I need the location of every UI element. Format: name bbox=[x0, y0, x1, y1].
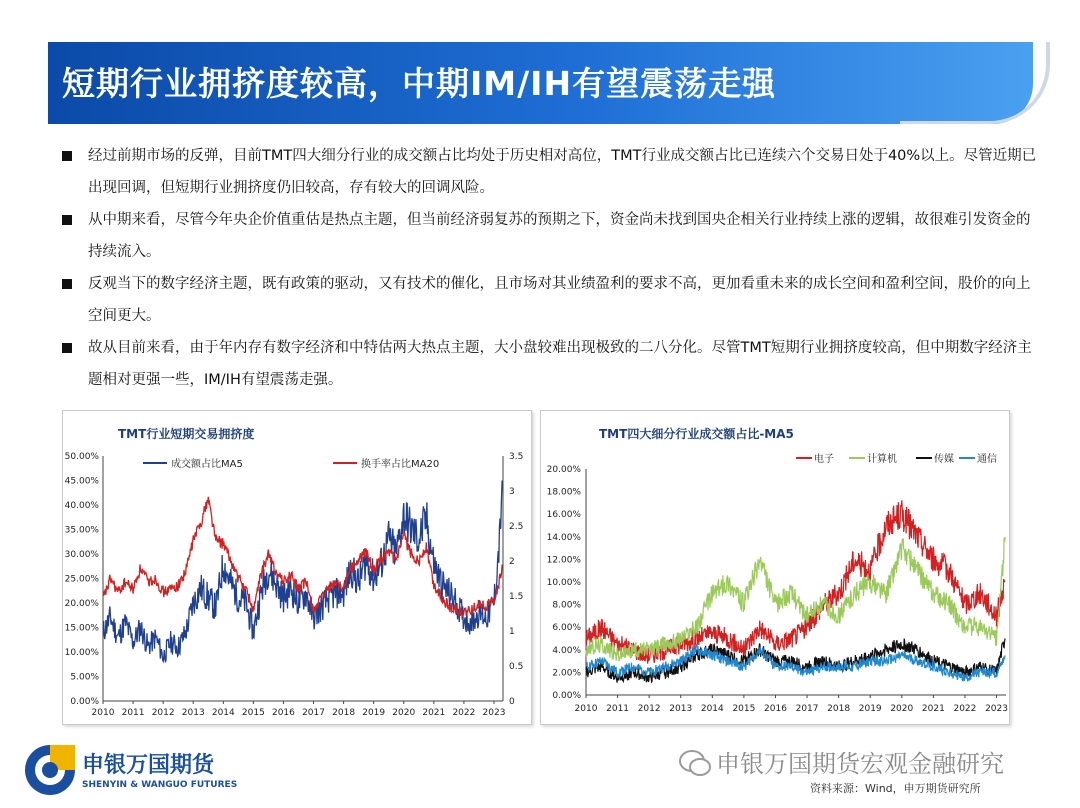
x-tick-label: 2017 bbox=[302, 708, 325, 718]
bullet-list bbox=[58, 140, 1038, 396]
x-tick-label: 2017 bbox=[795, 704, 819, 714]
y-tick-label: 0.00% bbox=[552, 691, 581, 701]
x-tick-label: 2013 bbox=[181, 708, 205, 718]
bullet-text: 经过前期市场的反弹，目前TMT四大细分行业的成交额占比均处于历史相对高位，TMT行业成交额占比已连续六个交易日处于40%以上。尽管近期已出现回调，但短期行业拥挤度仍旧较高，存有较大的回调风险。 bbox=[88, 148, 1037, 196]
x-tick-label: 2016 bbox=[271, 708, 295, 718]
y-tick-label-left: 0.00% bbox=[70, 697, 99, 707]
chart-crowding bbox=[62, 410, 532, 725]
bullet-text: 从中期来看，尽管今年央企价值重估是热点主题，但当前经济弱复苏的预期之下，资金尚未找到国央企相关行业持续上涨的逻辑，故很难引发资金的持续流入。 bbox=[88, 212, 1031, 260]
x-tick-label: 2015 bbox=[732, 704, 756, 714]
bullet-square-icon bbox=[62, 279, 72, 289]
x-tick-label: 2010 bbox=[91, 708, 115, 718]
y-tick-label: 20.00% bbox=[546, 465, 581, 475]
y-tick-label-left: 10.00% bbox=[64, 648, 99, 658]
y-tick-label-left: 5.00% bbox=[70, 672, 99, 683]
x-tick-label: 2021 bbox=[921, 704, 945, 714]
x-tick-label: 2013 bbox=[669, 704, 693, 714]
bullet-item bbox=[58, 332, 1038, 396]
watermark-text: 申银万国期货宏观金融研究 bbox=[716, 750, 1004, 778]
x-tick-label: 2011 bbox=[121, 708, 145, 718]
x-tick-label: 2012 bbox=[151, 708, 175, 718]
chart-title: TMT四大细分行业成交额占比-MA5 bbox=[599, 427, 794, 441]
slide-title: 短期行业拥挤度较高，中期IM/IH有望震荡走强 bbox=[62, 64, 777, 103]
bullet-text: 故从目前来看，由于年内存有数字经济和中特估两大热点主题，大小盘较难出现极致的二八分化。尽管TMT短期行业拥挤度较高，但中期数字经济主题相对更强一些，IM/IH有望震荡走强。 bbox=[88, 340, 1032, 388]
legend-label: 通信 bbox=[977, 454, 997, 465]
x-tick-label: 2022 bbox=[452, 708, 476, 718]
x-tick-label: 2018 bbox=[332, 708, 356, 718]
y-tick-label-right: 0.5 bbox=[509, 662, 524, 672]
chart-subsectors-svg bbox=[541, 411, 1011, 726]
series-line-1 bbox=[586, 500, 1005, 663]
bullet-square-icon bbox=[62, 215, 72, 225]
x-tick-label: 2015 bbox=[241, 708, 265, 718]
y-tick-label: 2.00% bbox=[552, 668, 581, 679]
x-tick-label: 2011 bbox=[606, 704, 630, 714]
brand-logo bbox=[22, 742, 242, 802]
x-tick-label: 2014 bbox=[700, 704, 724, 714]
y-tick-label: 6.00% bbox=[552, 623, 581, 634]
chart-subsectors bbox=[540, 410, 1010, 725]
legend-label: 换手率占比MA20 bbox=[361, 459, 440, 470]
bullet-item bbox=[58, 268, 1038, 332]
y-tick-label-right: 1 bbox=[509, 627, 515, 637]
x-tick-label: 2012 bbox=[637, 704, 661, 714]
source-note: 资料来源：Wind，申万期货研究所 bbox=[810, 782, 981, 795]
x-tick-label: 2019 bbox=[362, 708, 386, 718]
y-tick-label-right: 2.5 bbox=[509, 522, 524, 532]
series-line-1 bbox=[103, 481, 502, 663]
y-tick-label-right: 3.5 bbox=[509, 452, 524, 462]
x-tick-label: 2016 bbox=[764, 704, 787, 714]
x-tick-label: 2010 bbox=[574, 704, 598, 714]
x-tick-label: 2014 bbox=[211, 708, 235, 718]
y-tick-label: 8.00% bbox=[552, 600, 581, 611]
y-tick-label: 18.00% bbox=[546, 487, 581, 498]
x-tick-label: 2022 bbox=[953, 704, 977, 714]
bullet-square-icon bbox=[62, 343, 72, 353]
y-tick-label-right: 2 bbox=[509, 557, 515, 567]
bullet-item bbox=[58, 140, 1038, 204]
bullet-square-icon bbox=[62, 151, 72, 161]
x-tick-label: 2023 bbox=[985, 704, 1008, 714]
y-tick-label-left: 45.00% bbox=[64, 476, 99, 487]
bullet-item bbox=[58, 204, 1038, 268]
y-tick-label-left: 50.00% bbox=[64, 452, 99, 462]
y-tick-label-left: 35.00% bbox=[64, 525, 99, 536]
y-tick-label-right: 0 bbox=[509, 697, 515, 707]
y-tick-label: 16.00% bbox=[546, 510, 581, 521]
y-tick-label-left: 25.00% bbox=[64, 574, 99, 585]
y-tick-label-left: 30.00% bbox=[64, 550, 99, 560]
y-tick-label: 10.00% bbox=[546, 578, 581, 588]
legend-label: 成交额占比MA5 bbox=[171, 459, 243, 470]
y-tick-label-left: 20.00% bbox=[64, 599, 99, 609]
legend-label: 计算机 bbox=[867, 454, 897, 465]
title-bar-decoration bbox=[900, 42, 1050, 124]
x-tick-label: 2020 bbox=[392, 708, 416, 718]
brand-logo-icon bbox=[22, 742, 78, 798]
y-tick-label-right: 1.5 bbox=[509, 592, 524, 602]
brand-name-cn: 申银万国期货 bbox=[82, 753, 215, 778]
bullet-text: 反观当下的数字经济主题，既有政策的驱动，又有技术的催化，且市场对其业绩盈利的要求不高，更加看重未来的成长空间和盈利空间，股价的向上空间更大。 bbox=[88, 276, 1031, 324]
legend-label: 传媒 bbox=[934, 454, 954, 465]
x-tick-label: 2023 bbox=[482, 708, 506, 718]
legend-label: 电子 bbox=[814, 454, 834, 465]
y-tick-label-left: 15.00% bbox=[64, 623, 99, 634]
x-tick-label: 2018 bbox=[827, 704, 851, 714]
brand-name-en: SHENYIN & WANGUO FUTURES bbox=[82, 780, 238, 790]
x-tick-label: 2020 bbox=[890, 704, 914, 714]
y-tick-label-left: 40.00% bbox=[64, 501, 99, 511]
x-tick-label: 2019 bbox=[858, 704, 882, 714]
y-tick-label: 14.00% bbox=[546, 532, 581, 543]
chart-title: TMT行业短期交易拥挤度 bbox=[118, 427, 255, 441]
y-tick-label: 4.00% bbox=[552, 645, 581, 656]
chart-crowding-svg bbox=[63, 411, 533, 726]
wechat-icon bbox=[678, 748, 712, 778]
y-tick-label-right: 3 bbox=[509, 487, 515, 497]
x-tick-label: 2021 bbox=[422, 708, 446, 718]
y-tick-label: 12.00% bbox=[546, 555, 581, 566]
